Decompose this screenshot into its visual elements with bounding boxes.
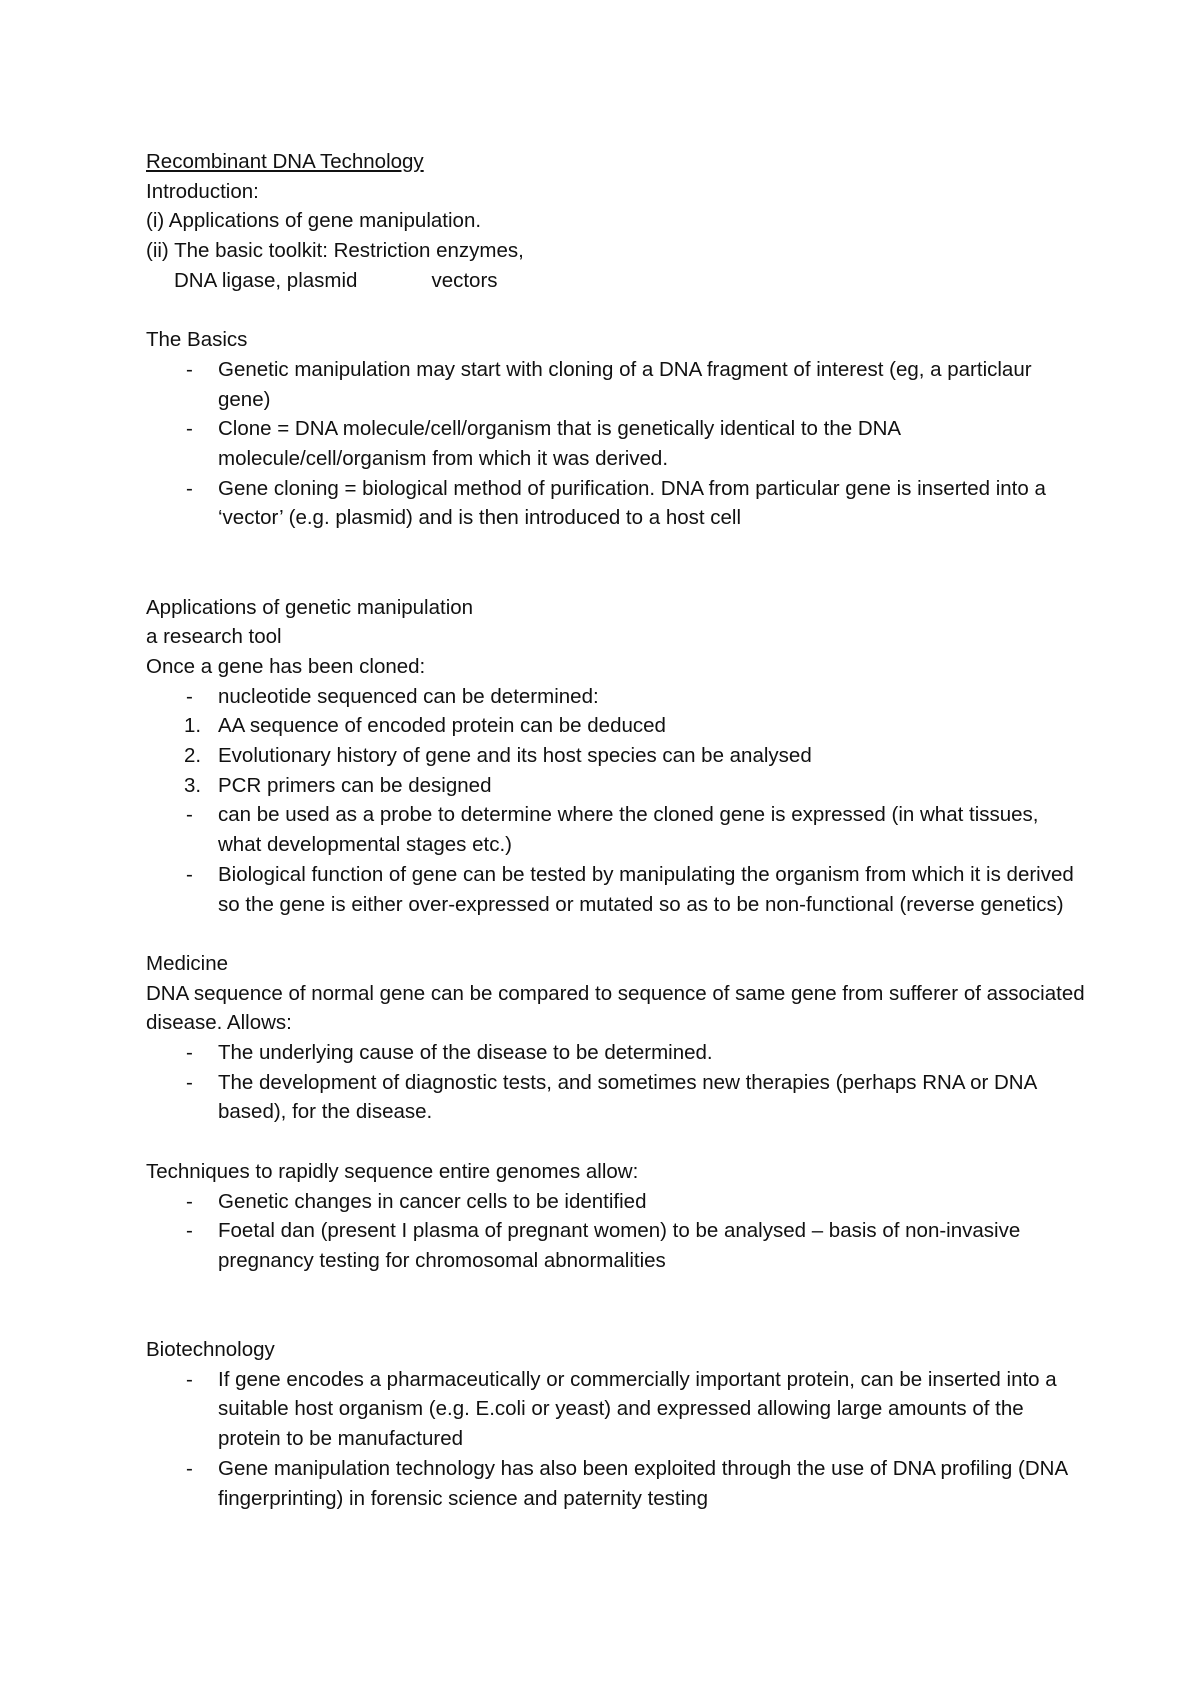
intro-line-1: (i) Applications of gene manipulation.	[146, 209, 482, 233]
applications-list	[146, 682, 1086, 920]
applications-heading: Applications of genetic manipulation	[146, 595, 474, 619]
list-item	[146, 1187, 1086, 1217]
list-item-text: If gene encodes a pharmaceutically or commercially important protein, can be inserted into a suitable host organism (e.g. E.coli or yeast) and expressed allowing large amounts of the protein to be manufactured	[218, 1367, 1057, 1451]
list-item-text: Biological function of gene can be tested by manipulating the organism from which it is derived so the gene is either over-expressed or mutated so as to be non-functional (reverse genetics)	[218, 862, 1074, 916]
list-item-text: Foetal dan (present I plasma of pregnant women) to be analysed – basis of non-invasive pregnancy testing for chromosomal abnormalities	[218, 1219, 1021, 1272]
list-item-text: Evolutionary history of gene and its host species can be analysed	[218, 744, 812, 768]
list-item	[146, 414, 1086, 473]
basics-list	[146, 355, 1086, 533]
list-item	[146, 1216, 1086, 1275]
list-marker: -	[186, 357, 193, 381]
list-marker: -	[186, 476, 193, 500]
biotech-heading: Biotechnology	[146, 1338, 275, 1362]
list-item-text: Gene cloning = biological method of purification. DNA from particular gene is inserted into a ‘vector’ (e.g. plasmid) and is then introduced to a host cell	[218, 476, 1046, 530]
list-item	[146, 711, 1086, 741]
document-page	[146, 147, 1091, 1513]
document-title: Recombinant DNA Technology	[146, 150, 424, 173]
intro-heading: Introduction:	[146, 179, 259, 203]
list-item	[146, 474, 1086, 533]
list-item	[146, 800, 1086, 859]
medicine-heading: Medicine	[146, 951, 229, 975]
list-item	[146, 1454, 1086, 1513]
intro-line-3b: vectors	[431, 268, 498, 292]
list-marker: -	[186, 1367, 193, 1391]
list-item	[146, 860, 1086, 919]
list-item	[146, 771, 1086, 801]
list-marker: 1.	[184, 714, 202, 738]
list-marker: -	[186, 1041, 193, 1065]
list-marker: -	[186, 803, 193, 827]
list-marker: 2.	[184, 744, 202, 768]
list-marker: -	[186, 684, 193, 708]
list-item	[146, 741, 1086, 771]
list-item-text: Clone = DNA molecule/cell/organism that is genetically identical to the DNA molecule/cell/organism from which it was derived.	[218, 417, 900, 471]
list-marker: 3.	[184, 773, 202, 797]
medicine-list	[146, 1038, 1086, 1127]
list-item-text: The underlying cause of the disease to be determined.	[218, 1041, 713, 1065]
list-item-text: can be used as a probe to determine where the cloned gene is expressed (in what tissues, what developmental stages etc.)	[218, 803, 1039, 857]
list-marker: -	[186, 1070, 193, 1094]
medicine-paragraph: DNA sequence of normal gene can be compared to sequence of same gene from sufferer of associated disease. Allows:	[146, 981, 1091, 1035]
list-item-text: nucleotide sequenced can be determined:	[218, 684, 599, 708]
list-item	[146, 1068, 1086, 1127]
applications-intro: Once a gene has been cloned:	[146, 654, 426, 678]
basics-heading: The Basics	[146, 328, 248, 352]
biotech-list	[146, 1365, 1086, 1514]
intro-line-3a: DNA ligase, plasmid	[174, 268, 358, 292]
list-item	[146, 355, 1086, 414]
list-marker: -	[186, 417, 193, 441]
list-item-text: Genetic changes in cancer cells to be identified	[218, 1189, 647, 1213]
list-marker: -	[186, 862, 193, 886]
list-item	[146, 1038, 1086, 1068]
list-marker: -	[186, 1189, 193, 1213]
list-item-text: AA sequence of encoded protein can be deduced	[218, 714, 666, 738]
intro-line-3	[146, 266, 1086, 296]
list-marker: -	[186, 1219, 193, 1243]
list-item	[146, 1365, 1086, 1454]
techniques-heading: Techniques to rapidly sequence entire genomes allow:	[146, 1159, 639, 1183]
list-item-text: Gene manipulation technology has also been exploited through the use of DNA profiling (DNA fingerprinting) in forensic science and paternity testing	[218, 1456, 1068, 1510]
list-item-text: Genetic manipulation may start with cloning of a DNA fragment of interest (eg, a particlaur gene)	[218, 357, 1032, 411]
list-item-text: The development of diagnostic tests, and sometimes new therapies (perhaps RNA or DNA based), for the disease.	[218, 1070, 1037, 1124]
intro-line-2: (ii) The basic toolkit: Restriction enzymes,	[146, 239, 524, 263]
list-item	[146, 682, 1086, 712]
techniques-list	[146, 1187, 1086, 1276]
applications-subheading: a research tool	[146, 625, 282, 649]
list-item-text: PCR primers can be designed	[218, 773, 492, 797]
list-marker: -	[186, 1456, 193, 1480]
